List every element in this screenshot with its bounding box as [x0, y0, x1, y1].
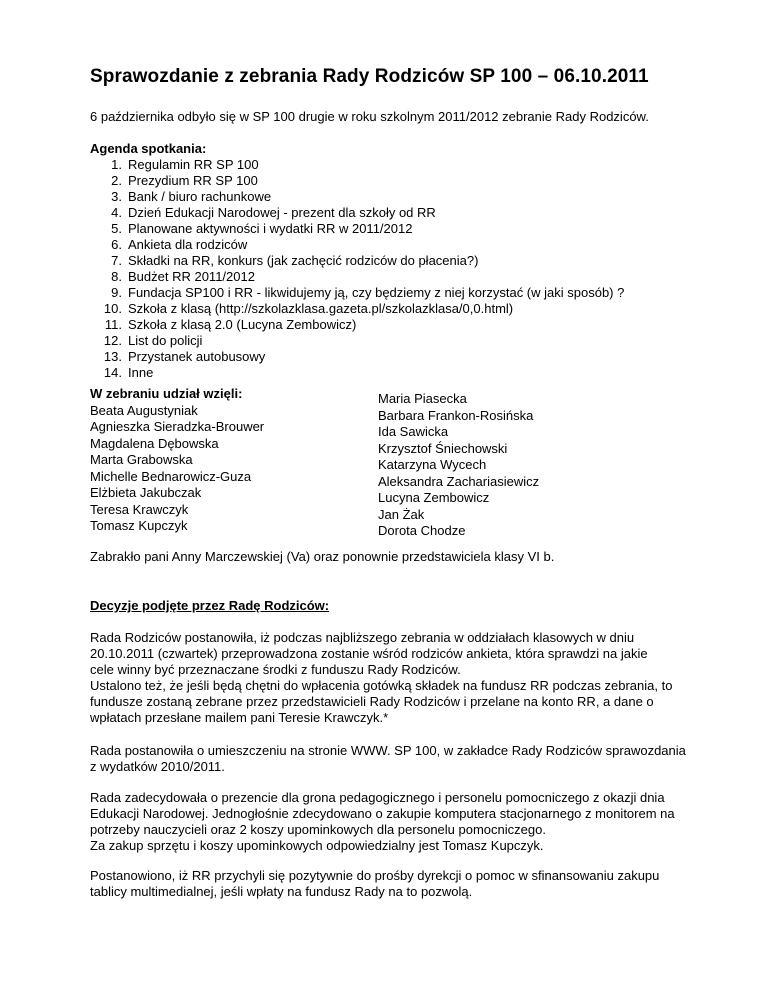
- absence-note: Zabrakło pani Anny Marczewskiej (Va) oraz ponownie przedstawiciela klasy VI b.: [90, 549, 555, 564]
- paragraph-line: Rada Rodziców postanowiła, iż podczas najbliższego zebrania w oddziałach klasowych w dniu: [90, 630, 635, 645]
- participant-name: Marta Grabowska: [90, 452, 193, 467]
- agenda-item: 11. Szkoła z klasą 2.0 (Lucyna Zembowicz): [104, 317, 357, 332]
- paragraph-line: Ustalono też, że jeśli będą chętni do wpłacenia gotówką składek na fundusz RR podczas zebrania, to: [90, 678, 673, 693]
- paragraph-line: Za zakup sprzętu i koszy upominkowych odpowiedzialny jest Tomasz Kupczyk.: [90, 838, 544, 853]
- agenda-item: 2. Prezydium RR SP 100: [111, 173, 258, 188]
- paragraph-line: Rada postanowiła o umieszczeniu na stronie WWW. SP 100, w zakładce Rady Rodziców sprawozdania: [90, 743, 686, 758]
- paragraph-line: cele winny być przeznaczane środki z funduszu Rady Rodziców.: [90, 662, 461, 677]
- participant-name: Dorota Chodze: [378, 523, 466, 538]
- participant-name: Elżbieta Jakubczak: [90, 485, 202, 500]
- agenda-item: 3. Bank / biuro rachunkowe: [111, 189, 272, 204]
- document-title: Sprawozdanie z zebrania Rady Rodziców SP 100 – 06.10.2011: [90, 66, 649, 87]
- paragraph-line: Edukacji Narodowej. Jednogłośnie zdecydowano o zakupie komputera stacjonarnego z monitorem na: [90, 806, 675, 821]
- participant-name: Lucyna Zembowicz: [378, 490, 490, 505]
- agenda-heading: Agenda spotkania:: [90, 141, 207, 156]
- paragraph-line: potrzeby nauczycieli oraz 2 koszy upominkowych dla personelu pomocniczego.: [90, 822, 546, 837]
- agenda-item: 13. Przystanek autobusowy: [103, 349, 266, 364]
- decisions-heading: Decyzje podjęte przez Radę Rodziców:: [90, 598, 330, 613]
- agenda-item: 9. Fundacja SP100 i RR - likwidujemy ją, czy będziemy z niej korzystać (w jaki sposób) ?: [111, 285, 625, 300]
- participant-name: Krzysztof Śniechowski: [378, 440, 508, 456]
- participant-name: Katarzyna Wycech: [378, 457, 487, 472]
- paragraph-line: Rada zadecydowała o prezencie dla grona pedagogicznego i personelu pomocniczego z okazji dnia: [90, 790, 665, 805]
- agenda-item: 5. Planowane aktywności i wydatki RR w 2011/2012: [111, 221, 413, 236]
- paragraph-line: z wydatków 2010/2011.: [90, 759, 225, 774]
- decision-paragraph: [90, 630, 702, 726]
- participants-heading: W zebraniu udział wzięli:: [90, 386, 243, 401]
- participant-name: Maria Piasecka: [378, 391, 467, 406]
- agenda-item: 14. Inne: [103, 365, 154, 380]
- participant-name: Agnieszka Sieradzka-Brouwer: [90, 419, 265, 434]
- participants-column-1: [90, 386, 264, 535]
- agenda-item: 7. Składki na RR, konkurs (jak zachęcić rodziców do płacenia?): [111, 253, 479, 268]
- paragraph-line: tablicy multimedialnej, jeśli wpłaty na fundusz Rady na to pozwolą.: [90, 884, 473, 899]
- paragraph-line: 20.10.2011 (czwartek) przeprowadzona zostanie wśród rodziców ankieta, która sprawdzi na jakie: [90, 646, 648, 661]
- participant-name: Teresa Krawczyk: [90, 501, 189, 517]
- participant-name: Barbara Frankon-Rosińska: [378, 407, 534, 423]
- participant-name: Ida Sawicka: [378, 424, 449, 439]
- agenda-item: 10. Szkoła z klasą (http://szkolazklasa.gazeta.pl/szkolazklasa/0,0.html): [103, 301, 514, 316]
- agenda-item: 6. Ankieta dla rodziców: [111, 237, 248, 252]
- agenda-item: 12. List do policji: [103, 333, 203, 348]
- paragraph-line: Postanowiono, iż RR przychyli się pozytywnie do prośby dyrekcji o pomoc w sfinansowaniu zakupu: [90, 868, 660, 883]
- participants-column-2: [378, 391, 539, 540]
- decision-paragraph: [90, 790, 702, 854]
- decision-paragraph: [90, 743, 702, 775]
- agenda-list: [90, 157, 624, 381]
- agenda-item: 4. Dzień Edukacji Narodowej - prezent dla szkoły od RR: [111, 205, 436, 220]
- participant-name: Michelle Bednarowicz-Guza: [90, 468, 252, 484]
- participant-name: Magdalena Dębowska: [90, 435, 219, 451]
- agenda-item: 1. Regulamin RR SP 100: [111, 157, 259, 172]
- paragraph-line: fundusze zostaną zebrane przez przedstawicieli Rady Rodziców i przelane na konto RR, a dane o: [90, 694, 654, 709]
- intro-paragraph: 6 października odbyło się w SP 100 drugie w roku szkolnym 2011/2012 zebranie Rady Rodziców.: [90, 109, 649, 124]
- participant-name: Tomasz Kupczyk: [90, 518, 188, 533]
- paragraph-line: wpłatach przesłane mailem pani Teresie Krawczyk.*: [90, 710, 389, 725]
- participant-name: Aleksandra Zachariasiewicz: [378, 473, 540, 489]
- participant-name: Jan Żak: [378, 506, 425, 522]
- agenda-item: 8. Budżet RR 2011/2012: [111, 269, 255, 284]
- participant-name: Beata Augustyniak: [90, 402, 198, 418]
- decision-paragraph: [90, 868, 702, 900]
